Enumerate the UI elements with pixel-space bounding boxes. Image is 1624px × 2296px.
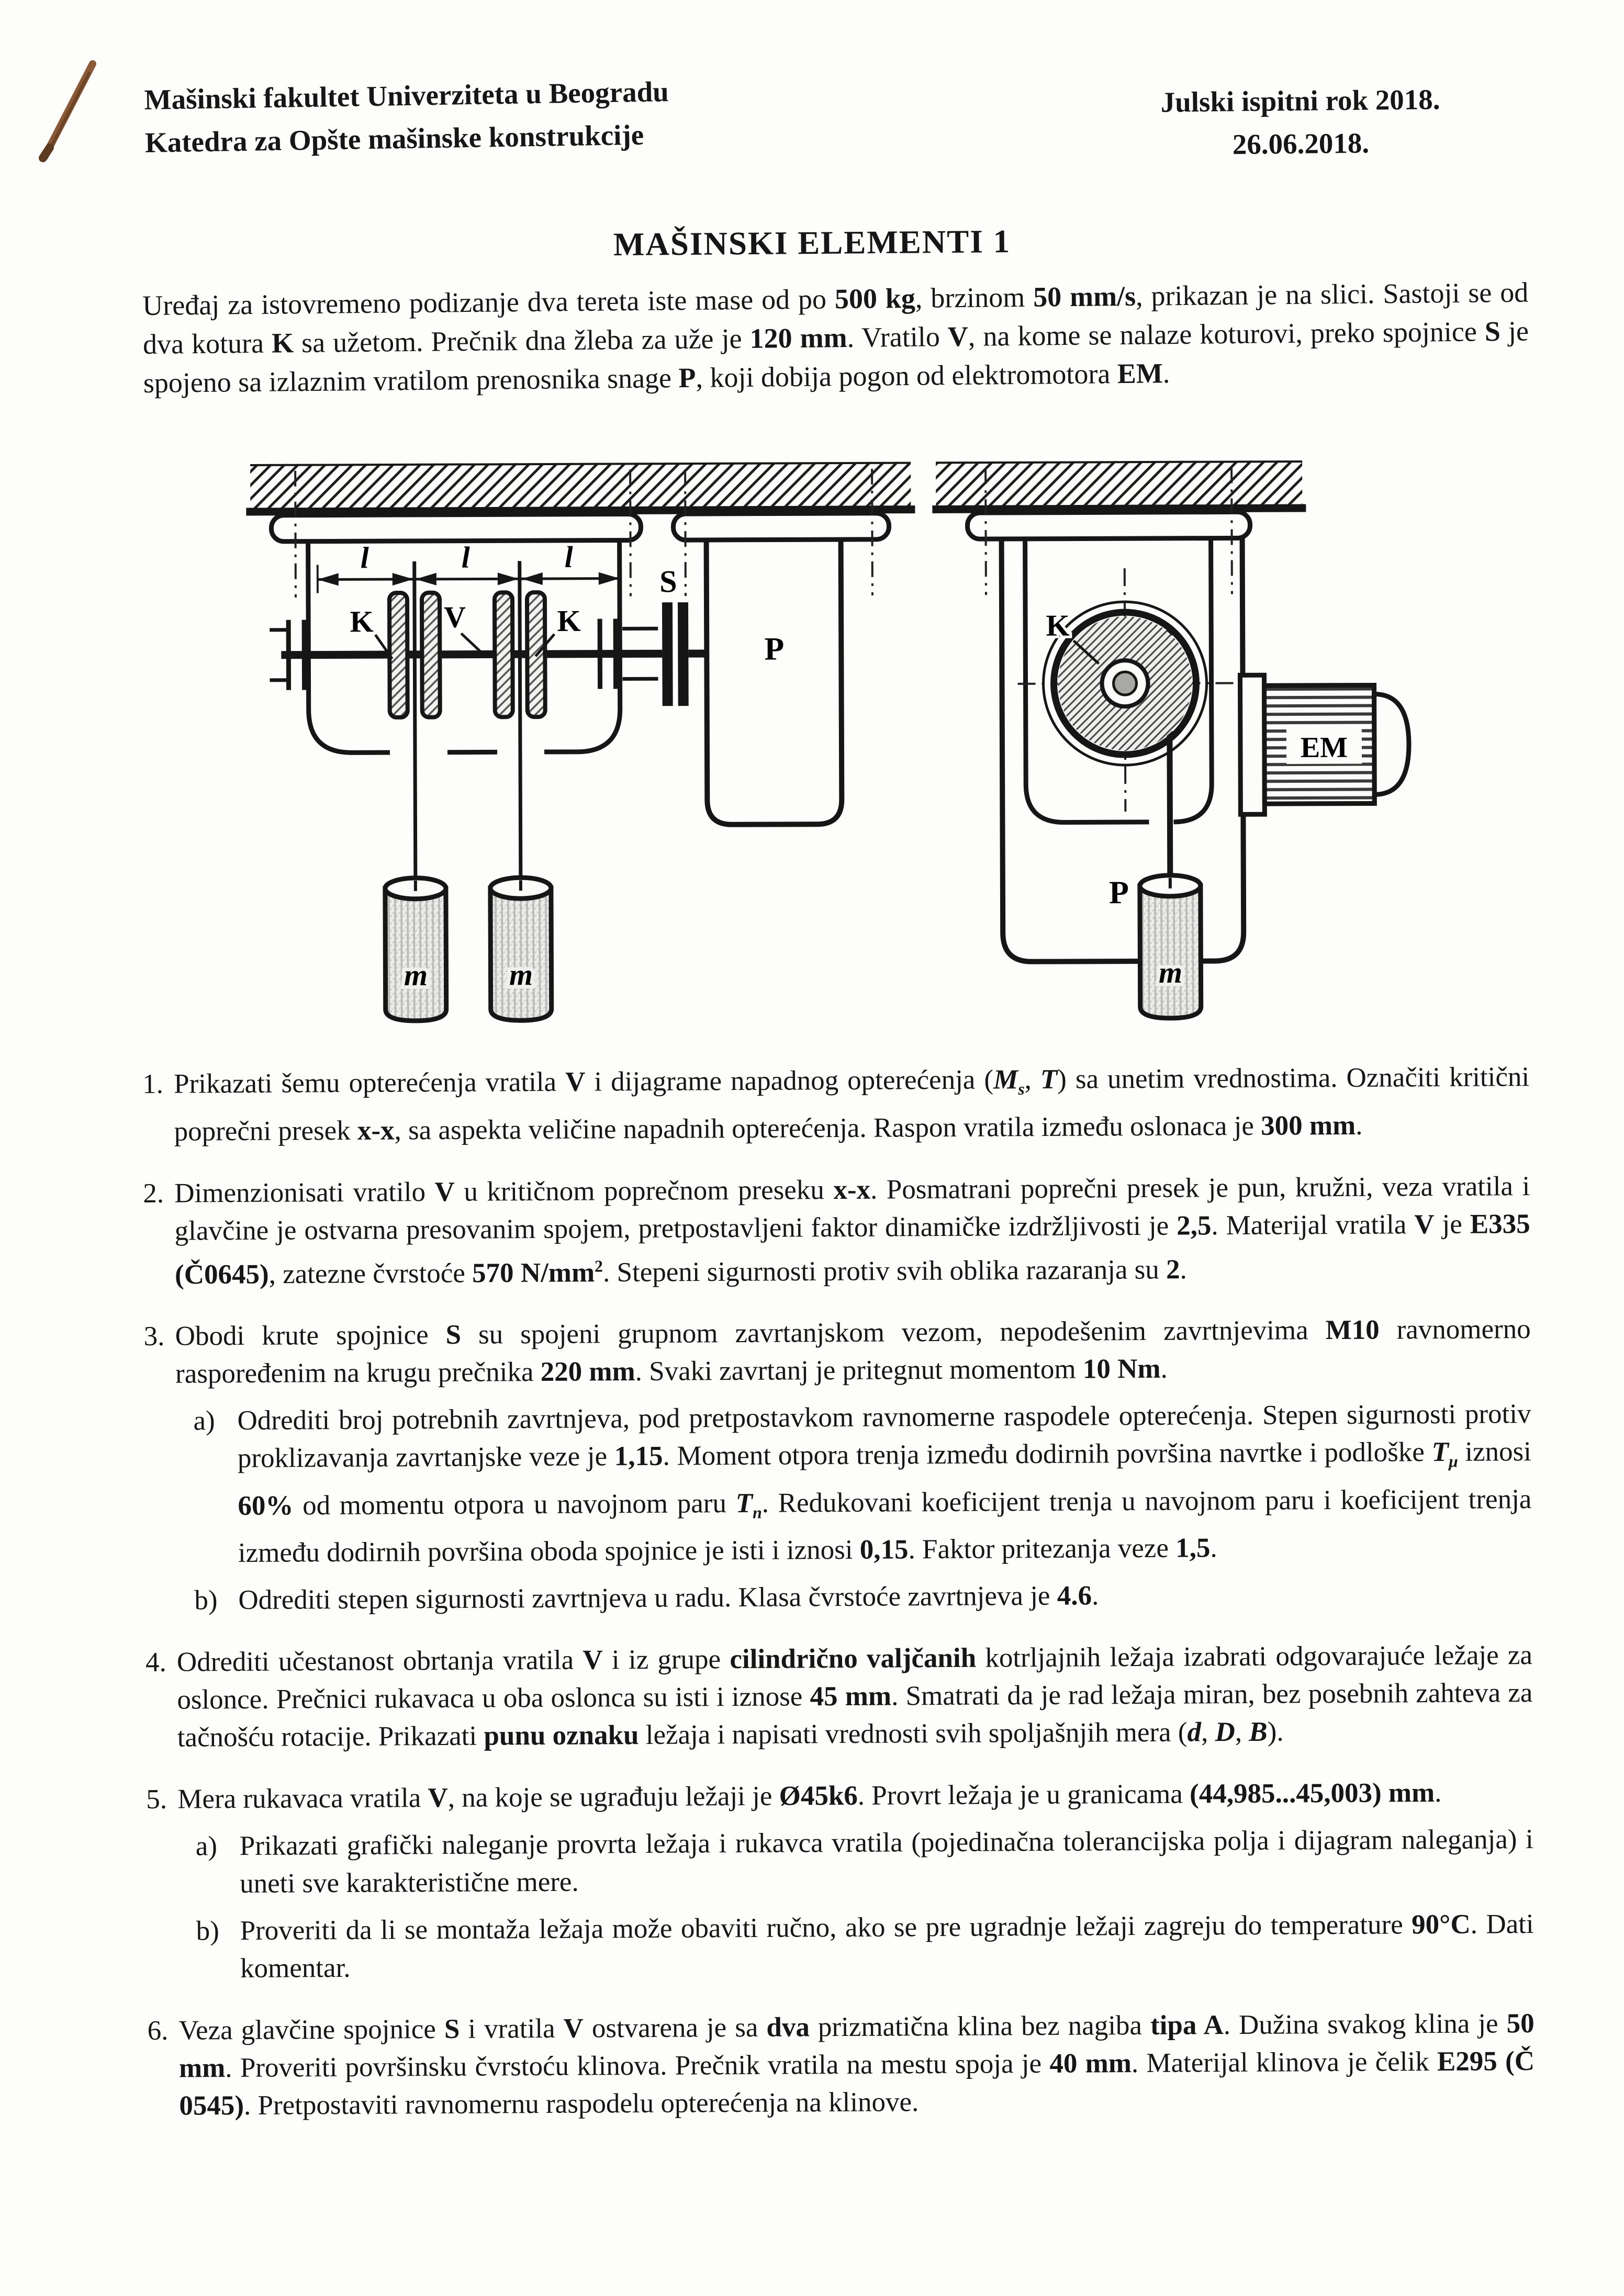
shaft-v [281, 654, 662, 655]
ceiling-edge-right [932, 508, 1306, 509]
subitem-marker: a) [195, 1831, 218, 1862]
label-gearbox-side: P [1108, 875, 1129, 911]
problem-subitem [196, 1821, 1534, 1903]
institution-line1: Mašinski fakultet Univerziteta u Beogradu [144, 75, 669, 116]
label-gearbox-front: P [764, 631, 785, 667]
figure [208, 442, 1493, 1064]
problem-subitems [175, 1395, 1532, 1619]
problem-number: 6. [147, 2016, 169, 2046]
side-plate [967, 512, 1250, 539]
motor-em [1240, 674, 1409, 814]
label-motor: EM [1300, 731, 1348, 764]
dimension-lines [318, 540, 620, 593]
label-shaft: V [444, 600, 466, 634]
header-institution [144, 70, 670, 164]
problem-item [145, 1637, 1533, 1757]
mechanism-diagram [208, 442, 1493, 1064]
header-exam-term [1109, 77, 1492, 167]
problem-subitems [178, 1821, 1535, 1988]
subitem-marker: b) [196, 1916, 219, 1946]
front-view [246, 462, 917, 1021]
problem-number: 4. [145, 1647, 166, 1678]
weight-right [490, 877, 552, 1020]
rope-right [520, 561, 521, 888]
problem-item [147, 2005, 1535, 2125]
weight-side [1140, 875, 1201, 1018]
problem-subitem [193, 1395, 1532, 1572]
intro-paragraph: Uređaj za istovremeno podizanje dva tereta iste mase od po 500 kg, brzinom 50 mm/s, prikazan je na slici. Sastoji se od dva kotura K sa užetom. Prečnik dna žleba za uže je 120 mm. Vratilo V, na kome se nalaze koturovi, preko spojnice S je spojeno sa izlaznim vratilom prenosnika snage P, koji dobija pogon od elektromotora EM. [142, 276, 1529, 399]
label-pulley-side: K [1046, 608, 1070, 643]
problem-number: 5. [146, 1784, 167, 1815]
problem-item [144, 1310, 1532, 1619]
problem-subitem [196, 1906, 1534, 1988]
subitem-text: Odrediti stepen sigurnosti zavrtnjeva u radu. Klasa čvrstoće zavrtnjeva je 4.6. [238, 1580, 1099, 1616]
subitem-marker: a) [193, 1405, 215, 1436]
problem-number: 3. [143, 1321, 165, 1352]
problem-number: 2. [143, 1178, 164, 1209]
problem-text: Mera rukavaca vratila V, na koje se ugrađuju ležaji je Ø45k6. Provrt ležaja je u granicama (44,985...45,003) mm. [177, 1777, 1442, 1815]
problem-subitem [194, 1575, 1532, 1619]
subitem-marker: b) [194, 1585, 218, 1616]
label-pulley-right: K [557, 603, 581, 638]
subitem-text: Odrediti broj potrebnih zavrtnjeva, pod pretpostavkom ravnomerne raspodele opterećenja. Stepen sigurnosti protiv proklizavanja zavrtanjske veze je 1,15. Moment otpora trenja između dodirnih površina navrtke i podloške $T_\mu$ iznosi 60% od momentu otpora u navojnom paru $T_n$. Redukovani koeficijent trenja u navojnom paru i koeficijent trenja između dodirnih površina oboda spojnice je isti i iznosi 0,15. Faktor pritezanja veze 1,5. [237, 1399, 1532, 1569]
problem-number: 1. [142, 1068, 164, 1099]
label-mass-side: m [1158, 955, 1183, 989]
problem-item [142, 1058, 1530, 1150]
problem-item [143, 1167, 1530, 1294]
problem-text: Odrediti učestanost obrtanja vratila V i iz grupe cilindrično valjčanih kotrljajnih ležaja izabrati odgovarajuće ležaje za oslonce. Prečnici rukavaca u oba oslonca su isti i iznose 45 mm. Smatrati da je rad ležaja miran, bez posebnih zahteva za tačnošću rotacije. Prikazati punu oznaku ležaja i napisati vrednosti svih spoljašnjih mera (d, D, B). [176, 1640, 1533, 1753]
problem-item [146, 1774, 1534, 1988]
gearbox-plate [673, 513, 889, 540]
housing-plate [271, 514, 641, 541]
problem-text: Prikazati šemu opterećenja vratila V i dijagrame napadnog opterećenja ($M_s$, T) sa unetim vrednostima. Označiti kritični poprečni presek x-x, sa aspekta veličine napadnih opterećenja. Raspon vratila između oslonaca je 300 mm. [174, 1062, 1530, 1147]
gearbox-box [707, 539, 842, 825]
problem-text: Obodi krute spojnice S su spojeni grupnom zavrtanjskom vezom, nepodešenim zavrtnjevima M10 ravnomerno raspoređenim na krugu prečnika 220 mm. Svaki zavrtanj je pritegnut momentom 10 Nm. [175, 1314, 1531, 1389]
institution-line2: Katedra za Opšte mašinske konstrukcije [144, 119, 644, 159]
dim-label-1: l [360, 541, 369, 575]
dim-label-2: l [461, 540, 470, 575]
subitem-text: Proveriti da li se montaža ležaja može obaviti ručno, ako se pre ugradnje ležaji zagreju do temperature 90°C. Dati komentar. [240, 1909, 1534, 1984]
exam-date: 26.06.2018. [1232, 127, 1370, 161]
side-view [932, 460, 1410, 1019]
ceiling-hatch-right [936, 460, 1302, 505]
coupling-s [659, 564, 689, 706]
label-mass-right: m [509, 958, 533, 992]
dim-label-3: l [564, 539, 573, 574]
weight-left [385, 878, 446, 1021]
problem-text: Dimenzionisati vratilo V u kritičnom poprečnom preseku x-x. Posmatrani poprečni presek je pun, kružni, veza vratila i glavčine je ostvarna presovanim spojem, pretpostavljeni faktor dinamičke izdržljivosti je 2,5. Materijal vratila V je E335 (Č0645), zatezne čvrstoće 570 $N/mm^2$. Stepeni sigurnosti protiv svih oblika razaranja su 2. [174, 1170, 1530, 1290]
problem-text: Veza glavčine spojnice S i vratila V ostvarena je sa dva prizmatična klina bez nagiba tipa A. Dužina svakog klina je 50 mm. Proveriti površinsku čvrstoću klinova. Prečnik vratila na mestu spoja je 40 mm. Materijal klinova je čelik E295 (Č 0545). Pretpostaviti ravnomernu raspodelu opterećenja na klinove. [178, 2008, 1535, 2122]
page-title: MAŠINSKI ELEMENTI 1 [613, 223, 1011, 263]
exam-term: Julski ispitni rok 2018. [1160, 83, 1440, 118]
ceiling-hatch-left [250, 462, 911, 508]
label-pulley-left: K [350, 604, 374, 639]
subitem-text: Prikazati grafički naleganje provrta ležaja i rukavca vratila (pojedinačna tolerancijska polja i dijagram naleganja) i uneti sve karakteristične mere. [239, 1824, 1533, 1899]
rope-left [415, 561, 416, 888]
label-coupling: S [659, 564, 677, 599]
problem-list [142, 1058, 1535, 2149]
label-mass-left: m [404, 958, 428, 992]
